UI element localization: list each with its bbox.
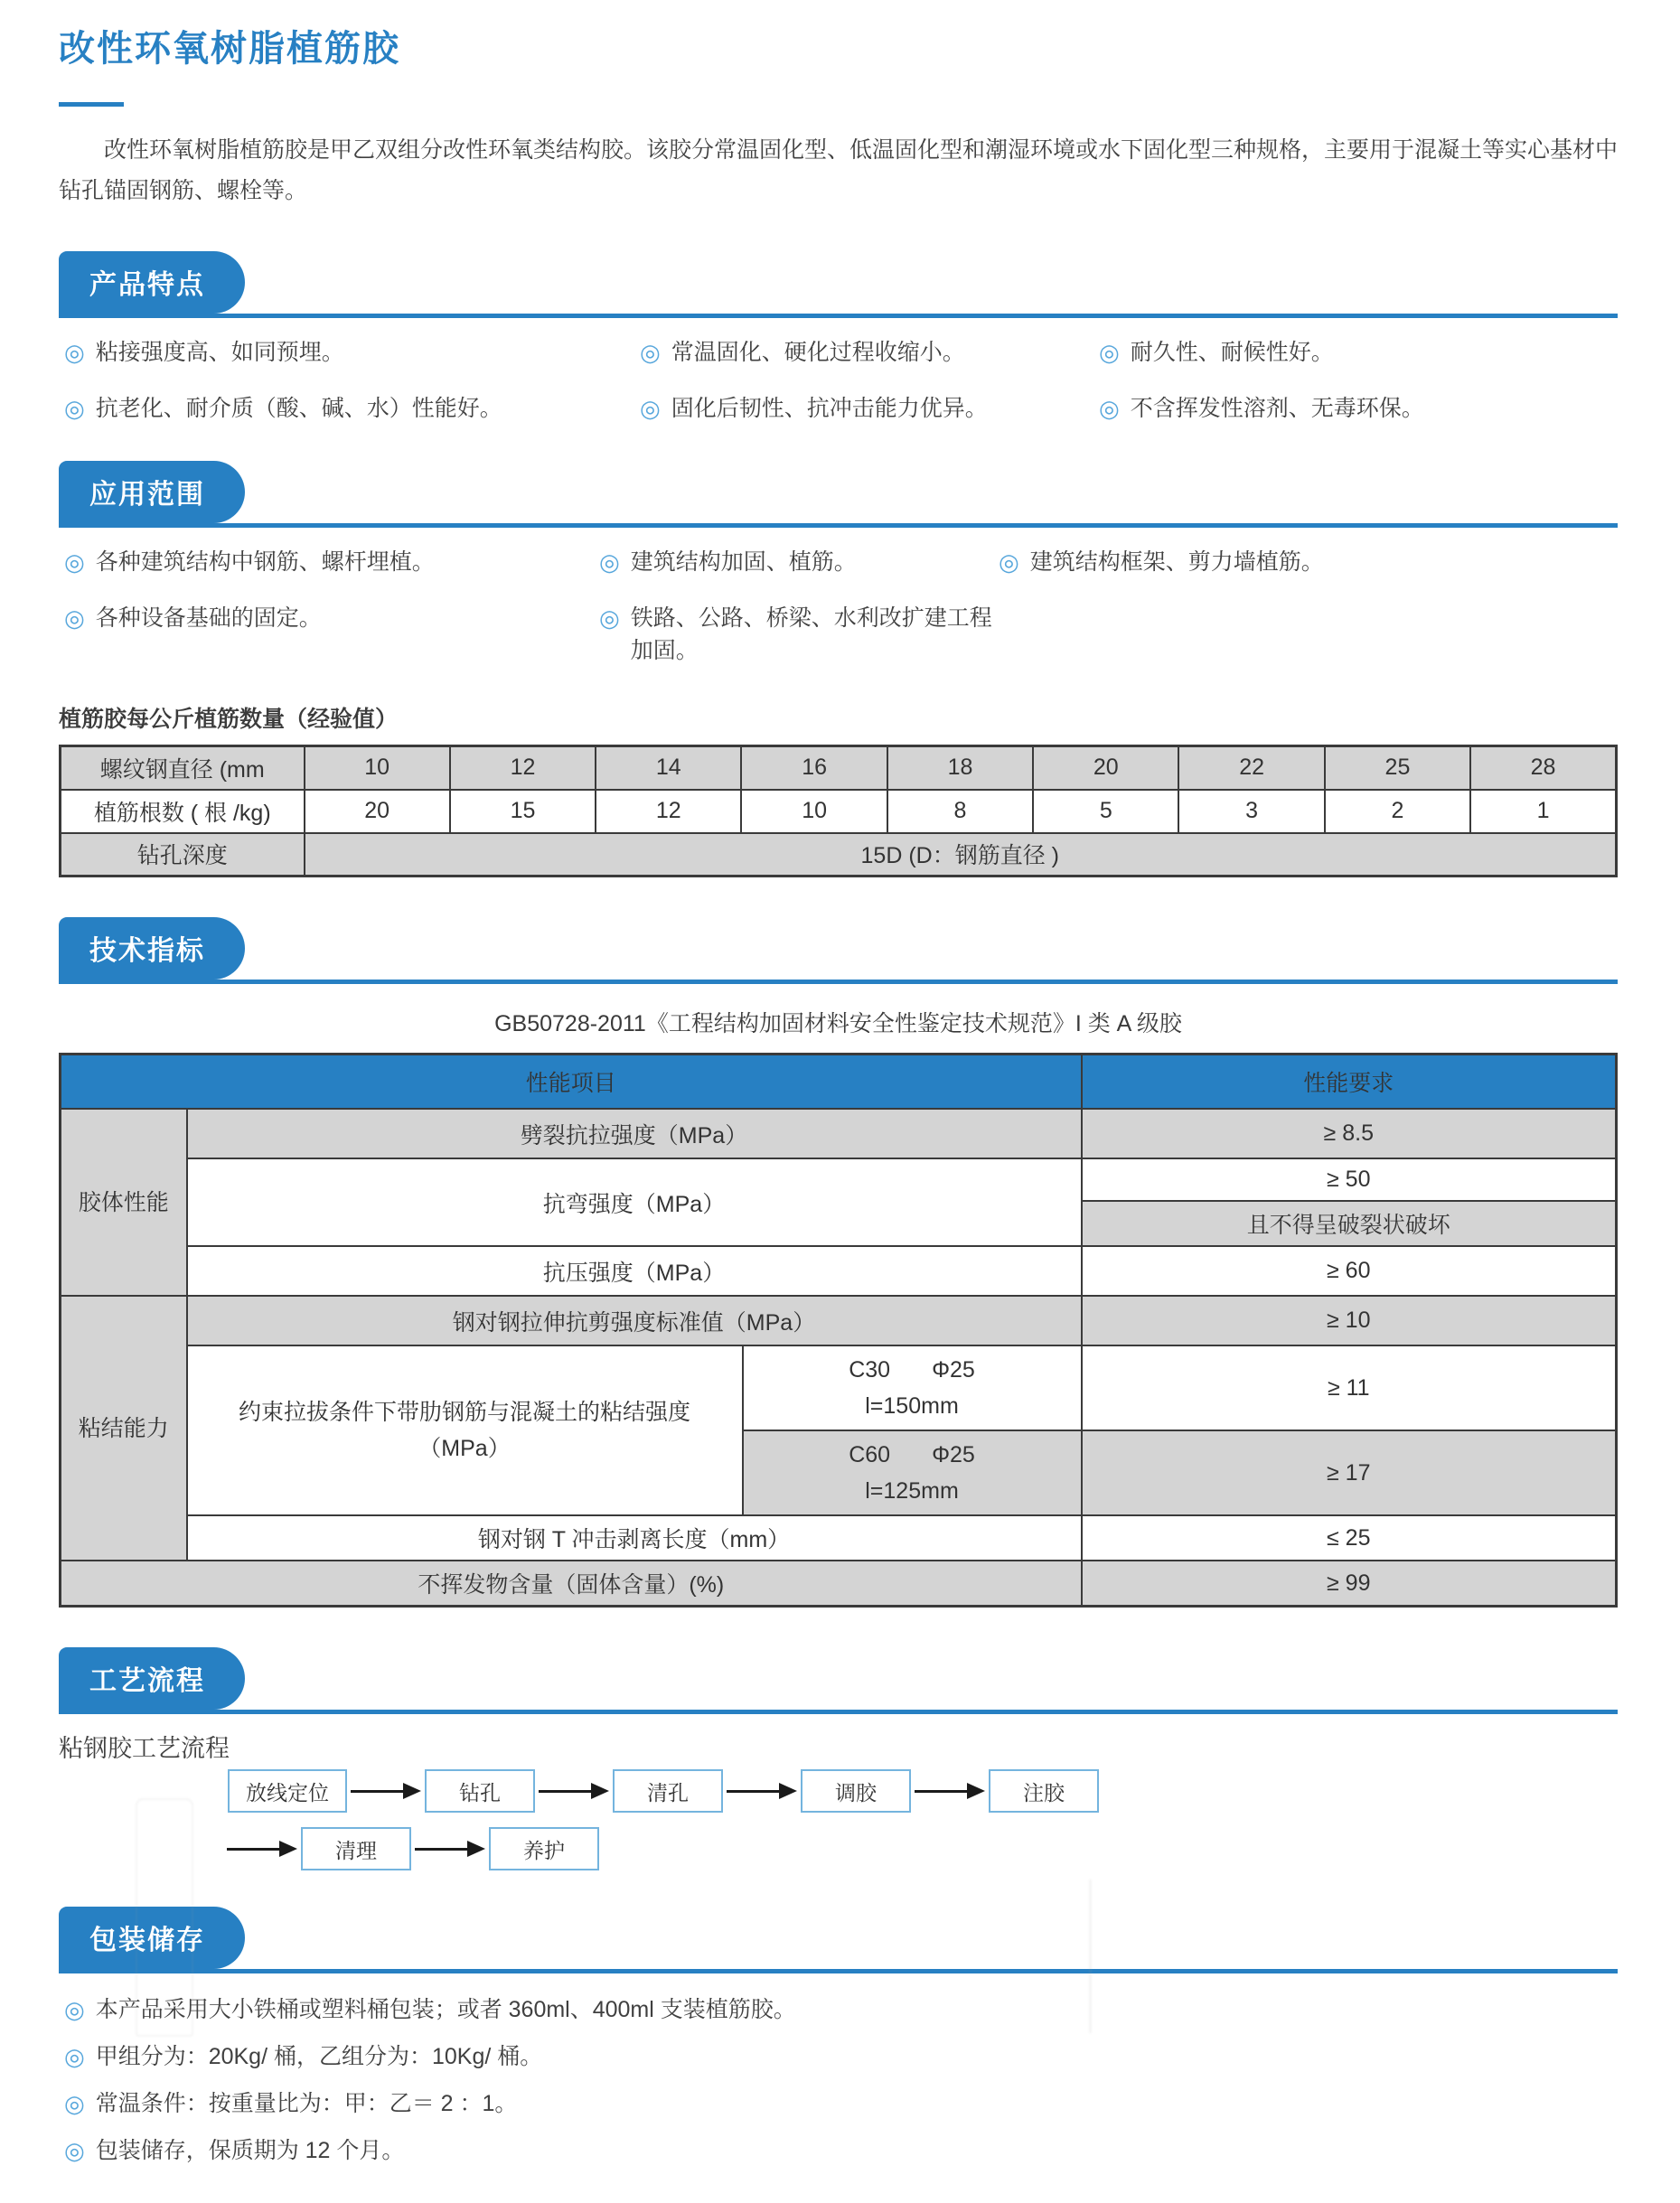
rebar-count-label: 植筋根数 ( 根 /kg) [61,790,305,833]
rebar-count: 5 [1033,790,1178,833]
rebar-depth-value: 15D (D：钢筋直径 ) [305,833,1617,877]
condition-diameter: Φ25 [932,1357,975,1383]
packaging-text: 包装储存，保质期为 12 个月。 [95,2138,405,2163]
tech-row-bond-c30 [61,1345,1617,1430]
application-item [64,602,599,667]
bullet-icon: ◎ [64,339,85,366]
rebar-diameter: 22 [1178,746,1324,790]
packaging-badge: 包装储存 [59,1907,245,1969]
rebar-count: 20 [305,790,450,833]
feature-item [640,336,1099,369]
tech-requirement: ≥ 10 [1082,1296,1617,1345]
rebar-count: 1 [1470,790,1616,833]
features-badge: 产品特点 [59,251,245,314]
flow-arrow-icon [227,1841,297,1857]
flow-arrow-icon [351,1783,421,1799]
feature-item [1099,336,1618,369]
packaging-item [64,2087,1618,2120]
flow-step-clean-hole: 清孔 [613,1769,723,1813]
application-item [599,546,999,578]
tech-standard-caption: GB50728-2011《工程结构加固材料安全性鉴定技术规范》I 类 A 级胶 [494,1011,1182,1036]
bullet-icon: ◎ [64,2090,85,2117]
feature-text: 不含挥发性溶剂、无毒环保。 [1130,396,1424,421]
feature-item [640,392,1099,425]
feature-item [64,392,640,425]
tech-requirement: ≥ 8.5 [1082,1109,1617,1158]
flow-step-mix: 调胶 [801,1769,911,1813]
rebar-diameter: 25 [1325,746,1470,790]
tech-header-item: 性能项目 [61,1055,1082,1110]
tech-property: 抗弯强度（MPa） [187,1158,1082,1246]
bullet-icon: ◎ [1099,339,1120,366]
packaging-item [64,1993,1618,2026]
application-item [599,602,999,667]
tech-badge: 技术指标 [59,917,245,980]
flow-arrow-icon [727,1783,797,1799]
flow-step-cleanup: 清理 [301,1827,411,1870]
feature-text: 耐久性、耐候性好。 [1130,340,1334,365]
rebar-header-label: 螺纹钢直径 (mm [61,746,305,790]
tech-requirement: 且不得呈破裂状破坏 [1082,1201,1617,1246]
rebar-depth-label: 钻孔深度 [61,833,305,877]
rebar-count: 3 [1178,790,1324,833]
condition-diameter: Φ25 [932,1442,975,1467]
flow-arrow-icon [915,1783,985,1799]
tech-table [59,1053,1618,1608]
application-item [64,546,599,578]
packaging-item [64,2134,1618,2167]
tech-row-shear [61,1296,1617,1345]
application-text: 各种设备基础的固定。 [95,605,322,631]
tech-condition-c30 [743,1345,1082,1430]
tech-row-split-tensile [61,1109,1617,1158]
rebar-diameter: 12 [450,746,596,790]
condition-length: l=125mm [865,1478,959,1504]
section-header-process [59,1647,1618,1714]
tech-row-bending [61,1158,1617,1201]
application-text: 铁路、公路、桥梁、水利改扩建工程加固。 [630,605,992,663]
flow-arrow-icon [415,1841,485,1857]
bullet-icon: ◎ [64,2043,85,2070]
tech-property: 不挥发物含量（固体含量）(%) [61,1561,1082,1607]
feature-item [64,336,640,369]
tech-group-adhesive: 胶体性能 [61,1109,187,1296]
tech-condition-c60 [743,1430,1082,1515]
feature-item [1099,392,1618,425]
rebar-count: 15 [450,790,596,833]
bullet-icon: ◎ [64,548,85,576]
tech-property: 钢对钢 T 冲击剥离长度（mm） [187,1515,1082,1561]
feature-text: 粘接强度高、如同预埋。 [95,340,344,365]
rebar-count: 8 [887,790,1033,833]
tech-requirement: ≥ 99 [1082,1561,1617,1607]
intro-paragraph: 改性环氧树脂植筋胶是甲乙双组分改性环氧类结构胶。该胶分常温固化型、低温固化型和潮湿环境或水下固化型三种规格，主要用于混凝土等实心基材中钻孔锚固钢筋、螺栓等。 [59,137,1619,203]
bullet-icon: ◎ [64,605,85,632]
rebar-count: 10 [741,790,887,833]
section-header-tech [59,917,1618,984]
flow-step-layout: 放线定位 [228,1769,347,1813]
rebar-diameter: 16 [741,746,887,790]
tech-group-bonding: 粘结能力 [61,1296,187,1561]
tech-row-compressive [61,1246,1617,1296]
process-subtitle: 粘钢胶工艺流程 [59,1735,230,1762]
rebar-count: 2 [1325,790,1470,833]
tech-property-bond [187,1345,743,1515]
process-badge: 工艺流程 [59,1647,245,1710]
rebar-count: 12 [596,790,741,833]
condition-length: l=150mm [865,1393,959,1419]
title-underline [59,102,124,107]
rebar-diameter: 10 [305,746,450,790]
tech-property: 钢对钢拉伸抗剪强度标准值（MPa） [187,1296,1082,1345]
process-flow-row-2 [223,1827,1618,1870]
rebar-depth-row [61,833,1617,877]
bullet-icon: ◎ [640,395,661,422]
application-item [999,546,1618,578]
feature-text: 固化后韧性、抗冲击能力优异。 [671,396,988,421]
tech-property: 劈裂抗拉强度（MPa） [187,1109,1082,1158]
tech-header-req: 性能要求 [1082,1055,1617,1110]
feature-text: 常温固化、硬化过程收缩小。 [671,340,965,365]
rebar-header-row [61,746,1617,790]
bullet-icon: ◎ [599,605,620,632]
flow-step-cure: 养护 [489,1827,599,1870]
tech-requirement: ≤ 25 [1082,1515,1617,1561]
rebar-count-row [61,790,1617,833]
tech-requirement: ≥ 17 [1082,1430,1617,1515]
rebar-table [59,745,1618,877]
flow-step-drill: 钻孔 [425,1769,535,1813]
application-text: 各种建筑结构中钢筋、螺杆埋植。 [95,549,435,575]
bullet-icon: ◎ [599,548,620,576]
application-text: 建筑结构加固、植筋。 [630,549,857,575]
flow-step-inject: 注胶 [989,1769,1099,1813]
packaging-text: 常温条件：按重量比为：甲：乙＝ 2 ：1。 [95,2091,518,2116]
applications-list [59,546,1618,667]
packaging-list [59,1993,1618,2167]
tech-property: 抗压强度（MPa） [187,1246,1082,1296]
rebar-diameter: 18 [887,746,1033,790]
rebar-diameter: 28 [1470,746,1616,790]
packaging-item [64,2040,1618,2073]
flow-arrow-icon [539,1783,609,1799]
page-title: 改性环氧树脂植筋胶 [59,29,400,69]
tech-requirement: ≥ 11 [1082,1345,1617,1430]
tech-requirement: ≥ 50 [1082,1158,1617,1201]
bullet-icon: ◎ [999,548,1019,576]
section-header-features [59,251,1618,318]
process-flow-row-1 [228,1769,1618,1813]
bond-label-line1: 约束拉拔条件下带肋钢筋与混凝土的粘结强度 [238,1400,690,1425]
bond-label-line2: （MPa） [418,1436,511,1461]
rebar-diameter: 20 [1033,746,1178,790]
tech-row-nonvolatile [61,1561,1617,1607]
packaging-text: 本产品采用大小铁桶或塑料桶包装；或者 360ml、400ml 支装植筋胶。 [95,1997,796,2022]
tech-header-row [61,1055,1617,1110]
section-header-applications [59,461,1618,528]
feature-text: 抗老化、耐介质（酸、碱、水）性能好。 [95,396,502,421]
bullet-icon: ◎ [640,339,661,366]
tech-requirement: ≥ 60 [1082,1246,1617,1296]
features-list [59,336,1618,425]
rebar-table-title: 植筋胶每公斤植筋数量（经验值） [59,707,399,732]
application-text: 建筑结构框架、剪力墙植筋。 [1029,549,1324,575]
tech-row-peel [61,1515,1617,1561]
bullet-icon: ◎ [64,1996,85,2023]
applications-badge: 应用范围 [59,461,245,523]
bullet-icon: ◎ [1099,395,1120,422]
bullet-icon: ◎ [64,2137,85,2164]
rebar-diameter: 14 [596,746,741,790]
condition-grade: C60 [849,1442,891,1467]
section-header-packaging [59,1907,1618,1973]
bullet-icon: ◎ [64,395,85,422]
condition-grade: C30 [849,1357,891,1383]
packaging-text: 甲组分为：20Kg/ 桶，乙组分为：10Kg/ 桶。 [95,2044,543,2069]
